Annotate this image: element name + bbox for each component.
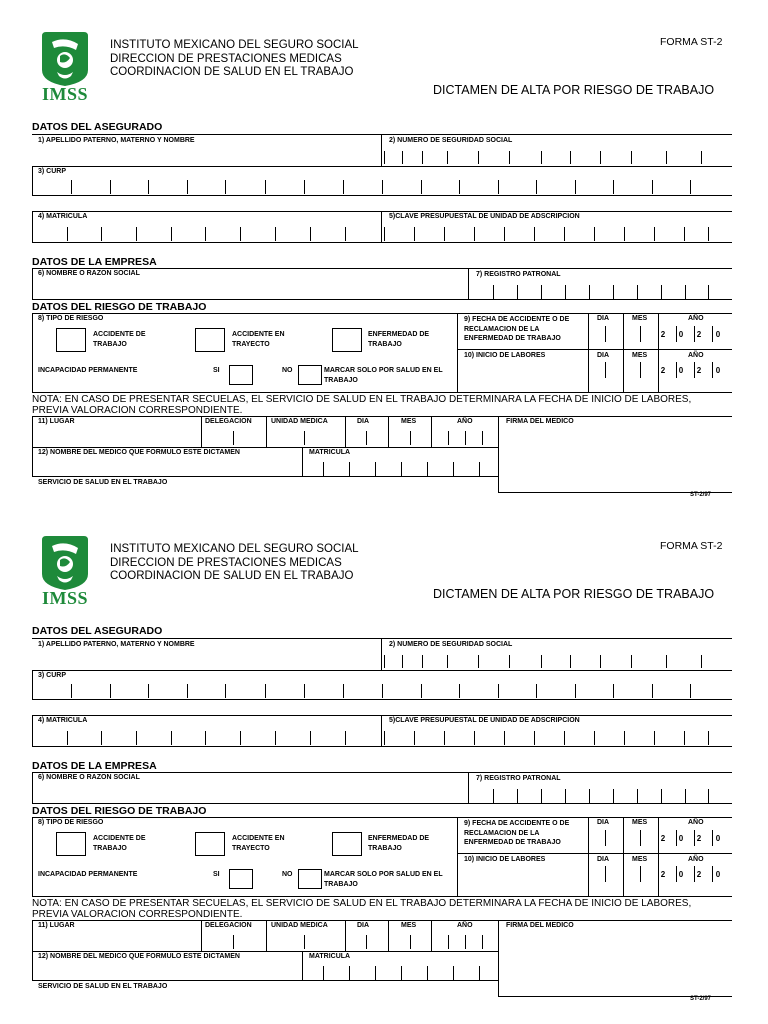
label-matricula: 4) MATRICULA xyxy=(38,213,88,220)
digit-separator xyxy=(414,731,415,745)
form-copy-2 xyxy=(0,504,768,1009)
label-firma-medico: FIRMA DEL MEDICO xyxy=(506,922,574,929)
digit-separator xyxy=(685,285,686,299)
label-nombre: 1) APELLIDO PATERNO, MATERNO Y NOMBRE xyxy=(38,641,195,648)
digit-separator xyxy=(304,431,305,445)
digit-separator xyxy=(240,227,241,241)
label-accidente-trabajo: ACCIDENTE DE TRABAJO xyxy=(93,835,146,852)
digit-separator xyxy=(541,151,542,164)
year-digit: 2 xyxy=(660,366,666,375)
label-anio-9: AÑO xyxy=(688,819,704,826)
digit-separator xyxy=(187,180,188,194)
digit-separator xyxy=(304,684,305,698)
digit-separator xyxy=(565,789,566,803)
digit-separator xyxy=(613,684,614,698)
document-title: DICTAMEN DE ALTA POR RIESGO DE TRABAJO xyxy=(433,83,715,97)
year-digit: 2 xyxy=(660,330,666,339)
digit-separator xyxy=(148,684,149,698)
digit-separator xyxy=(459,180,460,194)
label-tipo-riesgo: 8) TIPO DE RIESGO xyxy=(38,315,104,322)
digit-separator xyxy=(624,731,625,745)
label-incapacidad-permanente: INCAPACIDAD PERMANENTE xyxy=(38,367,138,374)
digit-separator xyxy=(708,731,709,745)
label-lugar: 11) LUGAR xyxy=(38,418,75,425)
digit-separator xyxy=(447,151,448,164)
digit-separator xyxy=(575,684,576,698)
checkbox-enfermedad-trabajo[interactable] xyxy=(332,328,362,352)
digit-separator xyxy=(498,684,499,698)
year-digit: 0 xyxy=(715,366,721,375)
digit-separator xyxy=(375,966,376,980)
digit-separator xyxy=(600,151,601,164)
digit-separator xyxy=(349,462,350,476)
digit-separator xyxy=(708,789,709,803)
digit-separator xyxy=(71,684,72,698)
year-digit: 2 xyxy=(696,870,702,879)
form-code: FORMA ST-2 xyxy=(660,540,723,552)
digit-separator xyxy=(71,180,72,194)
year-digit: 0 xyxy=(678,366,684,375)
digit-separator xyxy=(349,966,350,980)
digit-separator xyxy=(541,655,542,668)
digit-separator xyxy=(474,731,475,745)
digit-separator xyxy=(661,285,662,299)
digit-separator xyxy=(493,789,494,803)
label-registro-patronal: 7) REGISTRO PATRONAL xyxy=(476,775,561,782)
label-accidente-trayecto: ACCIDENTE EN TRAYECTO xyxy=(232,835,285,852)
checkbox-incapacidad-si[interactable] xyxy=(229,365,253,385)
digit-separator xyxy=(637,789,638,803)
form-version-code: ST-2/97 xyxy=(690,492,712,498)
direction-name: DIRECCION DE PRESTACIONES MEDICAS xyxy=(110,556,342,569)
digit-separator xyxy=(509,655,510,668)
digit-separator xyxy=(345,227,346,241)
digit-separator xyxy=(564,227,565,241)
digit-separator xyxy=(384,655,385,668)
digit-separator xyxy=(366,431,367,445)
digit-separator xyxy=(565,285,566,299)
digit-separator xyxy=(666,151,667,164)
imss-logo xyxy=(38,534,92,610)
digit-separator xyxy=(323,966,324,980)
digit-separator xyxy=(478,655,479,668)
digit-separator xyxy=(640,362,641,378)
label-fecha-accidente: 9) FECHA DE ACCIDENTE O DE RECLAMACION DE LA ENFERMEDAD DE TRABAJO xyxy=(464,820,570,846)
label-accidente-trayecto: ACCIDENTE EN TRAYECTO xyxy=(232,331,285,348)
digit-separator xyxy=(448,935,449,949)
digit-separator xyxy=(323,462,324,476)
digit-separator xyxy=(310,731,311,745)
label-no: NO xyxy=(282,871,293,878)
digit-separator xyxy=(640,830,641,846)
digit-separator xyxy=(265,684,266,698)
label-si: SI xyxy=(213,871,220,878)
checkbox-incapacidad-si[interactable] xyxy=(229,869,253,889)
digit-separator xyxy=(447,655,448,668)
digit-separator xyxy=(233,935,234,949)
digit-separator xyxy=(427,462,428,476)
coordination-name: COORDINACION DE SALUD EN EL TRABAJO xyxy=(110,570,354,582)
digit-separator xyxy=(410,935,411,949)
digit-separator xyxy=(402,151,403,164)
digit-separator xyxy=(448,431,449,445)
label-clave-presupuestal: 5)CLAVE PRESUPUESTAL DE UNIDAD DE ADSCRIPCION xyxy=(389,717,580,724)
year-digit: 0 xyxy=(678,330,684,339)
digit-separator xyxy=(637,285,638,299)
label-matricula: 4) MATRICULA xyxy=(38,717,88,724)
digit-separator xyxy=(343,684,344,698)
digit-separator xyxy=(304,935,305,949)
digit-separator xyxy=(541,285,542,299)
label-enfermedad-trabajo: ENFERMEDAD DE TRABAJO xyxy=(368,331,430,348)
label-dia-11: DIA xyxy=(357,922,370,929)
digit-separator xyxy=(136,227,137,241)
digit-separator xyxy=(482,935,483,949)
digit-separator xyxy=(310,227,311,241)
digit-separator xyxy=(459,684,460,698)
year-digit: 0 xyxy=(678,834,684,843)
digit-separator xyxy=(640,866,641,882)
digit-separator xyxy=(366,935,367,949)
digit-separator xyxy=(410,431,411,445)
label-razon-social: 6) NOMBRE O RAZON SOCIAL xyxy=(38,270,140,277)
nota-secuelas: NOTA: EN CASO DE PRESENTAR SECUELAS, EL SERVICIO DE SALUD EN EL TRABAJO DETERMINARA LA FECHA DE INICIO DE LABORES, PREVIA VALORACION CORRESPONDIENTE. xyxy=(32,898,692,920)
year-digit: 0 xyxy=(678,870,684,879)
digit-separator xyxy=(275,227,276,241)
digit-separator xyxy=(652,180,653,194)
label-delegacion: DELEGACION xyxy=(205,922,252,929)
label-mes-10: MES xyxy=(632,856,648,863)
label-anio-10: AÑO xyxy=(688,856,704,863)
label-mes-11: MES xyxy=(401,418,417,425)
digit-separator xyxy=(594,731,595,745)
label-dia-9: DIA xyxy=(597,819,610,826)
digit-separator xyxy=(427,966,428,980)
digit-separator xyxy=(701,655,702,668)
label-mes-11: MES xyxy=(401,922,417,929)
label-servicio-salud: SERVICIO DE SALUD EN EL TRABAJO xyxy=(38,983,168,990)
section-empresa: DATOS DE LA EMPRESA xyxy=(32,256,157,268)
digit-separator xyxy=(654,731,655,745)
digit-separator xyxy=(148,180,149,194)
digit-separator xyxy=(275,731,276,745)
year-digit: 0 xyxy=(715,870,721,879)
label-mes-9: MES xyxy=(632,819,648,826)
label-nss: 2) NUMERO DE SEGURIDAD SOCIAL xyxy=(389,641,513,648)
form-copy-1 xyxy=(0,0,768,505)
digit-separator xyxy=(504,731,505,745)
section-riesgo: DATOS DEL RIESGO DE TRABAJO xyxy=(32,805,207,817)
institution-name: INSTITUTO MEXICANO DEL SEGURO SOCIAL xyxy=(110,39,359,51)
document-title: DICTAMEN DE ALTA POR RIESGO DE TRABAJO xyxy=(433,587,715,601)
digit-separator xyxy=(402,655,403,668)
year-digit: 2 xyxy=(696,834,702,843)
digit-separator xyxy=(685,789,686,803)
institution-name: INSTITUTO MEXICANO DEL SEGURO SOCIAL xyxy=(110,543,359,555)
digit-separator xyxy=(701,151,702,164)
label-no: NO xyxy=(282,367,293,374)
form-version-code: ST-2/97 xyxy=(690,996,712,1002)
digit-separator xyxy=(382,684,383,698)
digit-separator xyxy=(205,227,206,241)
digit-separator xyxy=(654,227,655,241)
label-anio-10: AÑO xyxy=(688,352,704,359)
digit-separator xyxy=(225,180,226,194)
digit-separator xyxy=(504,227,505,241)
label-inicio-labores: 10) INICIO DE LABORES xyxy=(464,352,546,359)
digit-separator xyxy=(101,731,102,745)
digit-separator xyxy=(517,285,518,299)
digit-separator xyxy=(67,731,68,745)
label-matricula-medico: MATRICULA xyxy=(309,449,351,456)
label-clave-presupuestal: 5)CLAVE PRESUPUESTAL DE UNIDAD DE ADSCRIPCION xyxy=(389,213,580,220)
digit-separator xyxy=(171,227,172,241)
digit-separator xyxy=(589,285,590,299)
label-mes-10: MES xyxy=(632,352,648,359)
label-matricula-medico: MATRICULA xyxy=(309,953,351,960)
digit-separator xyxy=(652,684,653,698)
digit-separator xyxy=(661,789,662,803)
digit-separator xyxy=(240,731,241,745)
digit-separator xyxy=(498,180,499,194)
digit-separator xyxy=(631,655,632,668)
label-curp: 3) CURP xyxy=(38,168,67,175)
label-accidente-trabajo: ACCIDENTE DE TRABAJO xyxy=(93,331,146,348)
digit-separator xyxy=(345,731,346,745)
digit-separator xyxy=(479,966,480,980)
checkbox-accidente-trayecto[interactable] xyxy=(195,832,225,856)
digit-separator xyxy=(444,227,445,241)
digit-separator xyxy=(384,151,385,164)
digit-separator xyxy=(536,180,537,194)
label-mes-9: MES xyxy=(632,315,648,322)
section-empresa: DATOS DE LA EMPRESA xyxy=(32,760,157,772)
label-si: SI xyxy=(213,367,220,374)
digit-separator xyxy=(482,431,483,445)
year-digit: 2 xyxy=(660,870,666,879)
digit-separator xyxy=(422,655,423,668)
checkbox-incapacidad-no[interactable] xyxy=(298,869,322,889)
digit-separator xyxy=(684,731,685,745)
label-incapacidad-permanente: INCAPACIDAD PERMANENTE xyxy=(38,871,138,878)
label-lugar: 11) LUGAR xyxy=(38,922,75,929)
digit-separator xyxy=(605,866,606,882)
form-code: FORMA ST-2 xyxy=(660,36,723,48)
digit-separator xyxy=(110,180,111,194)
label-servicio-salud: SERVICIO DE SALUD EN EL TRABAJO xyxy=(38,479,168,486)
digit-separator xyxy=(541,789,542,803)
digit-separator xyxy=(343,180,344,194)
digit-separator xyxy=(422,151,423,164)
digit-separator xyxy=(594,227,595,241)
label-inicio-labores: 10) INICIO DE LABORES xyxy=(464,856,546,863)
checkbox-incapacidad-no[interactable] xyxy=(298,365,322,385)
digit-separator xyxy=(534,731,535,745)
digit-separator xyxy=(421,684,422,698)
label-anio-11: AÑO xyxy=(457,922,473,929)
digit-separator xyxy=(401,966,402,980)
label-razon-social: 6) NOMBRE O RAZON SOCIAL xyxy=(38,774,140,781)
digit-separator xyxy=(382,180,383,194)
digit-separator xyxy=(575,180,576,194)
digit-separator xyxy=(509,151,510,164)
label-nss: 2) NUMERO DE SEGURIDAD SOCIAL xyxy=(389,137,513,144)
digit-separator xyxy=(474,227,475,241)
imss-logo xyxy=(38,30,92,106)
label-nombre: 1) APELLIDO PATERNO, MATERNO Y NOMBRE xyxy=(38,137,195,144)
digit-separator xyxy=(666,655,667,668)
digit-separator xyxy=(624,227,625,241)
label-tipo-riesgo: 8) TIPO DE RIESGO xyxy=(38,819,104,826)
digit-separator xyxy=(690,684,691,698)
label-dia-9: DIA xyxy=(597,315,610,322)
section-asegurado: DATOS DEL ASEGURADO xyxy=(32,625,163,637)
label-anio-9: AÑO xyxy=(688,315,704,322)
digit-separator xyxy=(493,285,494,299)
label-dia-10: DIA xyxy=(597,352,610,359)
digit-separator xyxy=(205,731,206,745)
digit-separator xyxy=(444,731,445,745)
digit-separator xyxy=(465,935,466,949)
digit-separator xyxy=(600,655,601,668)
digit-separator xyxy=(534,227,535,241)
digit-separator xyxy=(375,462,376,476)
year-digit: 0 xyxy=(715,834,721,843)
digit-separator xyxy=(613,180,614,194)
year-digit: 2 xyxy=(696,330,702,339)
digit-separator xyxy=(384,227,385,241)
logo-text: IMSS xyxy=(41,84,88,104)
digit-separator xyxy=(414,227,415,241)
digit-separator xyxy=(605,326,606,342)
label-fecha-accidente: 9) FECHA DE ACCIDENTE O DE RECLAMACION DE LA ENFERMEDAD DE TRABAJO xyxy=(464,316,570,342)
digit-separator xyxy=(136,731,137,745)
digit-separator xyxy=(110,684,111,698)
logo-text: IMSS xyxy=(41,588,88,608)
digit-separator xyxy=(517,789,518,803)
digit-separator xyxy=(708,285,709,299)
checkbox-enfermedad-trabajo[interactable] xyxy=(332,832,362,856)
label-registro-patronal: 7) REGISTRO PATRONAL xyxy=(476,271,561,278)
digit-separator xyxy=(613,789,614,803)
label-nombre-medico: 12) NOMBRE DEL MEDICO QUE FORMULO ESTE DICTAMEN xyxy=(38,449,240,456)
label-anio-11: AÑO xyxy=(457,418,473,425)
digit-separator xyxy=(171,731,172,745)
label-delegacion: DELEGACION xyxy=(205,418,252,425)
section-asegurado: DATOS DEL ASEGURADO xyxy=(32,121,163,133)
digit-separator xyxy=(401,462,402,476)
digit-separator xyxy=(613,285,614,299)
label-unidad-medica: UNIDAD MEDICA xyxy=(271,922,328,929)
digit-separator xyxy=(708,227,709,241)
digit-separator xyxy=(384,731,385,745)
year-digit: 2 xyxy=(696,366,702,375)
digit-separator xyxy=(225,684,226,698)
year-digit: 0 xyxy=(715,330,721,339)
digit-separator xyxy=(570,655,571,668)
year-digit: 2 xyxy=(660,834,666,843)
digit-separator xyxy=(187,684,188,698)
digit-separator xyxy=(479,462,480,476)
checkbox-accidente-trabajo[interactable] xyxy=(56,328,86,352)
label-dia-11: DIA xyxy=(357,418,370,425)
digit-separator xyxy=(304,180,305,194)
digit-separator xyxy=(564,731,565,745)
digit-separator xyxy=(453,462,454,476)
digit-separator xyxy=(605,830,606,846)
direction-name: DIRECCION DE PRESTACIONES MEDICAS xyxy=(110,52,342,65)
digit-separator xyxy=(640,326,641,342)
checkbox-accidente-trabajo[interactable] xyxy=(56,832,86,856)
digit-separator xyxy=(589,789,590,803)
label-dia-10: DIA xyxy=(597,856,610,863)
label-nombre-medico: 12) NOMBRE DEL MEDICO QUE FORMULO ESTE DICTAMEN xyxy=(38,953,240,960)
label-unidad-medica: UNIDAD MEDICA xyxy=(271,418,328,425)
digit-separator xyxy=(570,151,571,164)
digit-separator xyxy=(453,966,454,980)
digit-separator xyxy=(465,431,466,445)
label-firma-medico: FIRMA DEL MEDICO xyxy=(506,418,574,425)
digit-separator xyxy=(605,362,606,378)
digit-separator xyxy=(421,180,422,194)
digit-separator xyxy=(67,227,68,241)
label-marcar-solo: MARCAR SOLO POR SALUD EN EL TRABAJO xyxy=(324,871,443,888)
digit-separator xyxy=(684,227,685,241)
digit-separator xyxy=(265,180,266,194)
digit-separator xyxy=(631,151,632,164)
digit-separator xyxy=(233,431,234,445)
section-riesgo: DATOS DEL RIESGO DE TRABAJO xyxy=(32,301,207,313)
coordination-name: COORDINACION DE SALUD EN EL TRABAJO xyxy=(110,66,354,78)
digit-separator xyxy=(478,151,479,164)
label-enfermedad-trabajo: ENFERMEDAD DE TRABAJO xyxy=(368,835,430,852)
label-marcar-solo: MARCAR SOLO POR SALUD EN EL TRABAJO xyxy=(324,367,443,384)
checkbox-accidente-trayecto[interactable] xyxy=(195,328,225,352)
label-curp: 3) CURP xyxy=(38,672,67,679)
nota-secuelas: NOTA: EN CASO DE PRESENTAR SECUELAS, EL SERVICIO DE SALUD EN EL TRABAJO DETERMINARA LA FECHA DE INICIO DE LABORES, PREVIA VALORACION CORRESPONDIENTE. xyxy=(32,394,692,416)
digit-separator xyxy=(536,684,537,698)
digit-separator xyxy=(101,227,102,241)
digit-separator xyxy=(690,180,691,194)
